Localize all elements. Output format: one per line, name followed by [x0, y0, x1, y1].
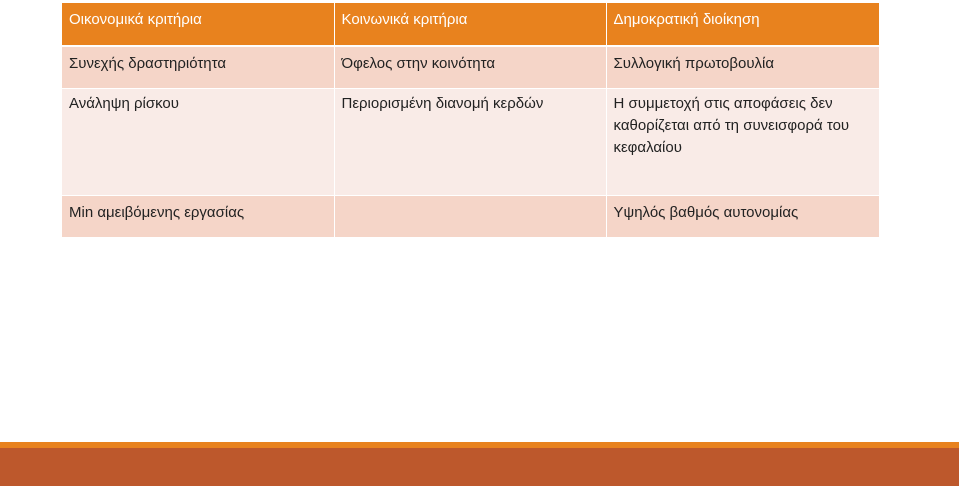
- table-cell: Η συμμετοχή στις αποφάσεις δεν καθορίζεται από τη συνεισφορά του κεφαλαίου: [606, 89, 879, 196]
- table-header-row: [62, 3, 879, 46]
- header-social-criteria: Κοινωνικά κριτήρια: [334, 3, 606, 46]
- criteria-table: [62, 3, 879, 238]
- header-economic-criteria: Οικονομικά κριτήρια: [62, 3, 334, 46]
- footer-bar: [0, 442, 959, 486]
- table-cell: Ανάληψη ρίσκου: [62, 89, 334, 196]
- table-cell: [334, 196, 606, 238]
- table-cell: Περιορισμένη διανομή κερδών: [334, 89, 606, 196]
- table-cell: Συνεχής δραστηριότητα: [62, 46, 334, 89]
- table-cell: Min αμειβόμενης εργασίας: [62, 196, 334, 238]
- table-cell: Υψηλός βαθμός αυτονομίας: [606, 196, 879, 238]
- header-democratic-governance: Δημοκρατική διοίκηση: [606, 3, 879, 46]
- table-row: [62, 89, 879, 196]
- footer-accent-stripe: [0, 442, 959, 448]
- table-row: [62, 196, 879, 238]
- table-cell: Όφελος στην κοινότητα: [334, 46, 606, 89]
- table-row: [62, 46, 879, 89]
- table-cell: Συλλογική πρωτοβουλία: [606, 46, 879, 89]
